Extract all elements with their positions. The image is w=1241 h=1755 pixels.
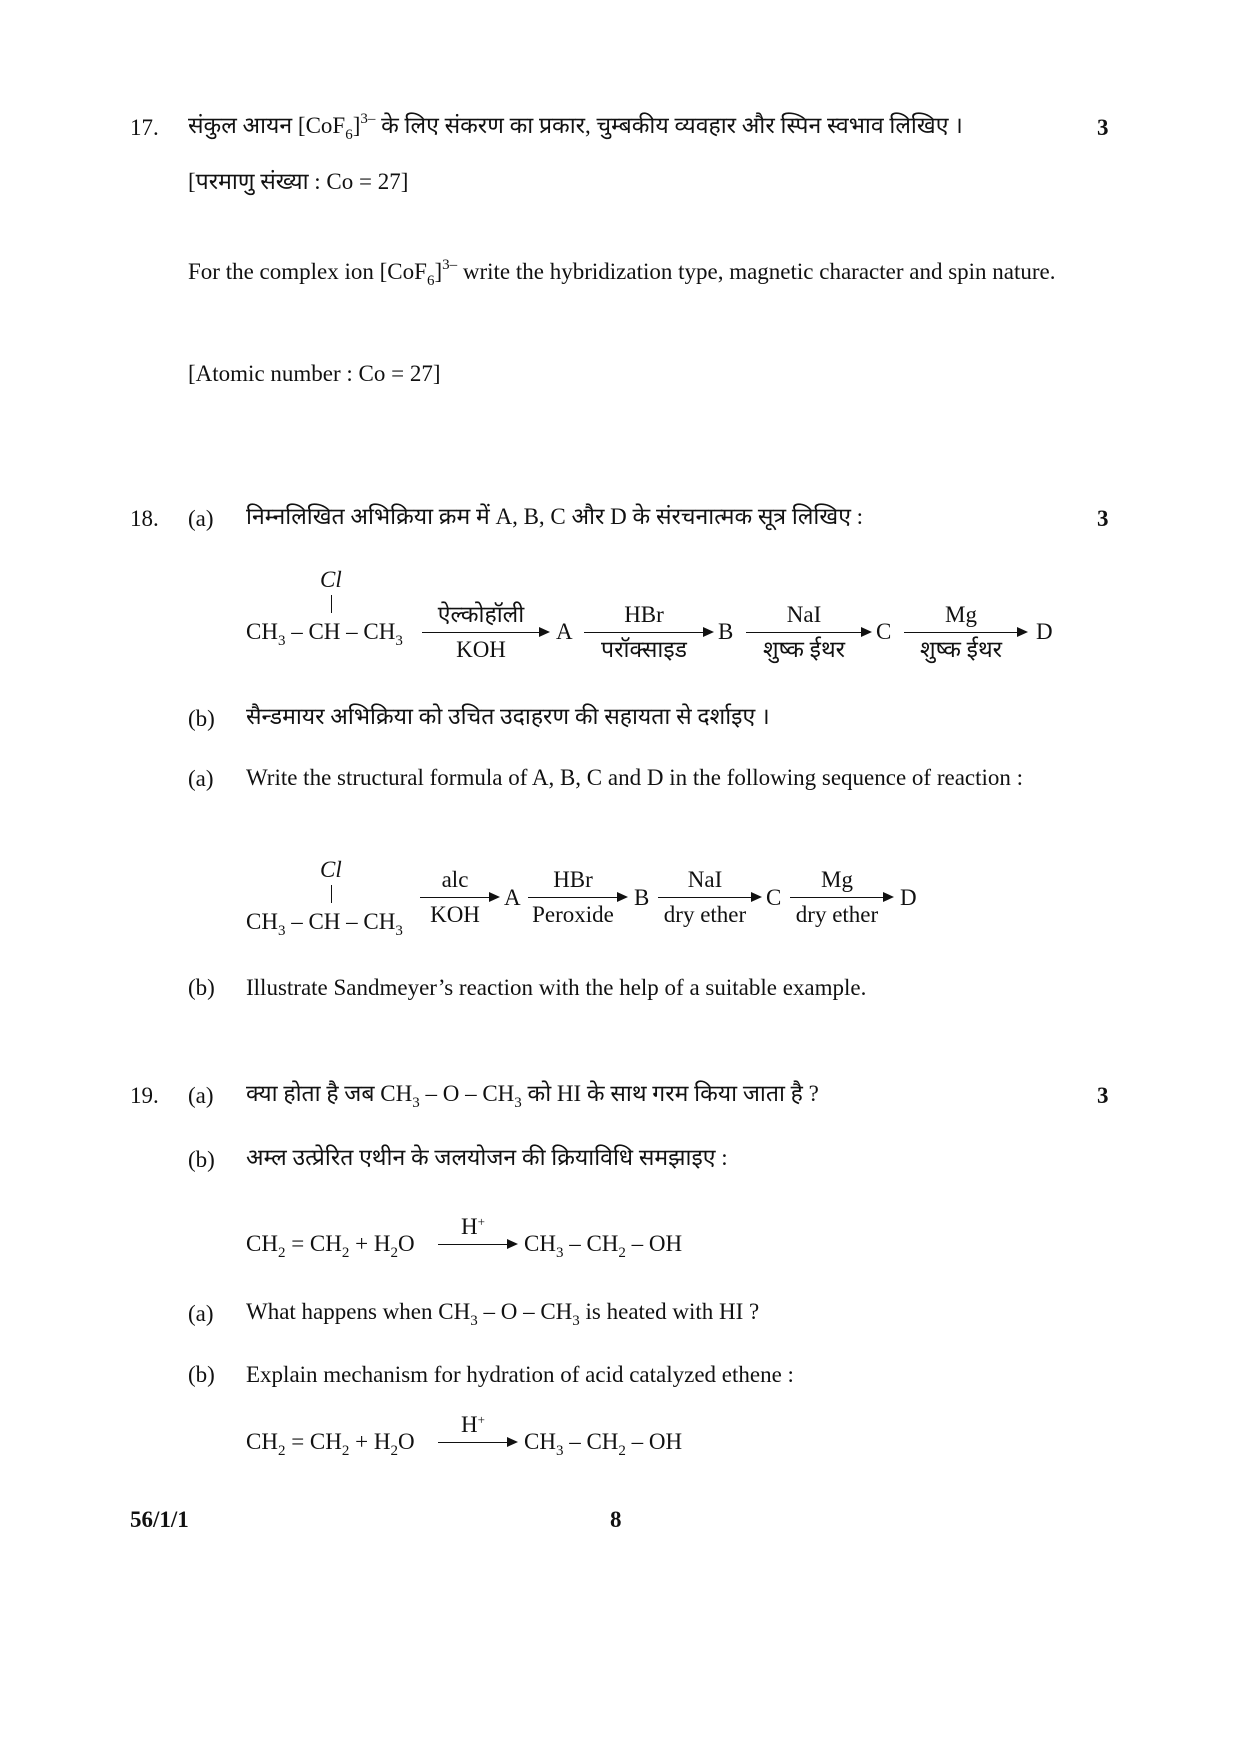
bond-line [331, 595, 332, 613]
q19-hindi-b: अम्ल उत्प्रेरित एथीन के जलयोजन की क्रियाविधि समझाइए : [246, 1145, 728, 1170]
bond-line [331, 885, 332, 903]
q17-hindi-note: [परमाणु संख्या : Co = 27] [188, 169, 409, 194]
q19-a-label-hindi: (a) [188, 1083, 214, 1108]
product-b: B [718, 619, 734, 644]
arrow-condition-top: NaI [687, 867, 723, 892]
catalyst-label: H+ [461, 1412, 485, 1437]
arrow-condition-top: HBr [624, 602, 664, 627]
chloro-substituent: Cl [320, 857, 342, 882]
q19-b-label-english: (b) [188, 1362, 215, 1387]
equation-rhs: $CH_3 - CH_2$ – OH [524, 1429, 683, 1459]
reactant-formula: $CH_3$ – CH – $CH_3$ [246, 909, 403, 939]
footer-paper-code: 56/1/1 [130, 1507, 189, 1532]
q19-marks: 3 [1097, 1083, 1109, 1108]
product-d: D [1036, 619, 1053, 644]
q17-marks: 3 [1097, 115, 1109, 140]
product-b: B [634, 885, 650, 910]
equation-rhs: $CH_3 - CH_2$ – OH [524, 1231, 683, 1261]
q19-b-label-hindi: (b) [188, 1147, 215, 1172]
arrow-condition-top: alc [441, 867, 469, 892]
arrow-condition-bottom: KOH [430, 902, 480, 927]
q19-hindi-a: क्या होता है जब $CH_3$ – O – $CH_3$ को HI के साथ गरम किया जाता है ? [246, 1081, 819, 1111]
arrow-condition-top: ऐल्कोहॉली [437, 602, 525, 627]
q17-english-note: [Atomic number : Co = 27] [188, 361, 441, 386]
product-c: C [766, 885, 782, 910]
footer-page-number: 8 [610, 1507, 622, 1532]
arrow-condition-bottom: KOH [456, 637, 506, 662]
q17-hindi-question: संकुल आयन $[CoF_6]^{3-}$ के लिए संकरण का प्रकार, चुम्बकीय व्यवहार और स्पिन स्वभाव लिखिए । [188, 111, 963, 143]
q18-english-b: Illustrate Sandmeyer’s reaction with the help of a suitable example. [246, 975, 867, 1000]
product-d: D [900, 885, 917, 910]
arrow-condition-top: NaI [786, 602, 822, 627]
q18-number: 18. [130, 506, 159, 531]
reactant-formula: $CH_3$ – CH – $CH_3$ [246, 619, 403, 649]
product-a: A [504, 885, 521, 910]
q18-a-label-hindi: (a) [188, 506, 214, 531]
q17-english-question: For the complex ion $[CoF_6]^{3-}$ write the hybridization type, magnetic character and spin nature. [188, 257, 1056, 289]
equation-lhs: $CH_2 = CH_2 + H_2O$ [246, 1231, 415, 1261]
product-c: C [876, 619, 892, 644]
arrow-condition-top: HBr [553, 867, 593, 892]
q18-hindi-b: सैन्डमायर अभिक्रिया को उचित उदाहरण की सहायता से दर्शाइए । [246, 704, 770, 729]
arrow-condition-bottom: परॉक्साइड [601, 637, 687, 662]
q19-number: 19. [130, 1083, 159, 1108]
q17-number: 17. [130, 115, 159, 140]
chloro-substituent: Cl [320, 567, 342, 592]
q18-english-a: Write the structural formula of A, B, C and D in the following sequence of reaction : [246, 765, 1024, 790]
q19-a-label-english: (a) [188, 1301, 214, 1326]
q18-a-label-english: (a) [188, 766, 214, 791]
q19-english-b: Explain mechanism for hydration of acid catalyzed ethene : [246, 1362, 794, 1387]
q19-english-a: What happens when $CH_3$ – O – $CH_3$ is heated with HI ? [246, 1299, 760, 1329]
arrow-condition-bottom: Peroxide [532, 902, 614, 927]
arrow-condition-bottom: dry ether [663, 902, 747, 927]
arrow-condition-top: Mg [945, 602, 977, 627]
catalyst-label: H+ [461, 1214, 485, 1239]
q18-b-label-hindi: (b) [188, 706, 215, 731]
arrow-condition-bottom: dry ether [795, 902, 879, 927]
equation-lhs: $CH_2 = CH_2 + H_2O$ [246, 1429, 415, 1459]
arrow-condition-bottom: शुष्क ईथर [762, 637, 846, 662]
arrow-condition-bottom: शुष्क ईथर [919, 637, 1003, 662]
q18-b-label-english: (b) [188, 975, 215, 1000]
q18-hindi-a: निम्नलिखित अभिक्रिया क्रम में A, B, C और D के संरचनात्मक सूत्र लिखिए : [246, 504, 864, 529]
q18-marks: 3 [1097, 506, 1109, 531]
product-a: A [556, 619, 573, 644]
arrow-condition-top: Mg [821, 867, 853, 892]
